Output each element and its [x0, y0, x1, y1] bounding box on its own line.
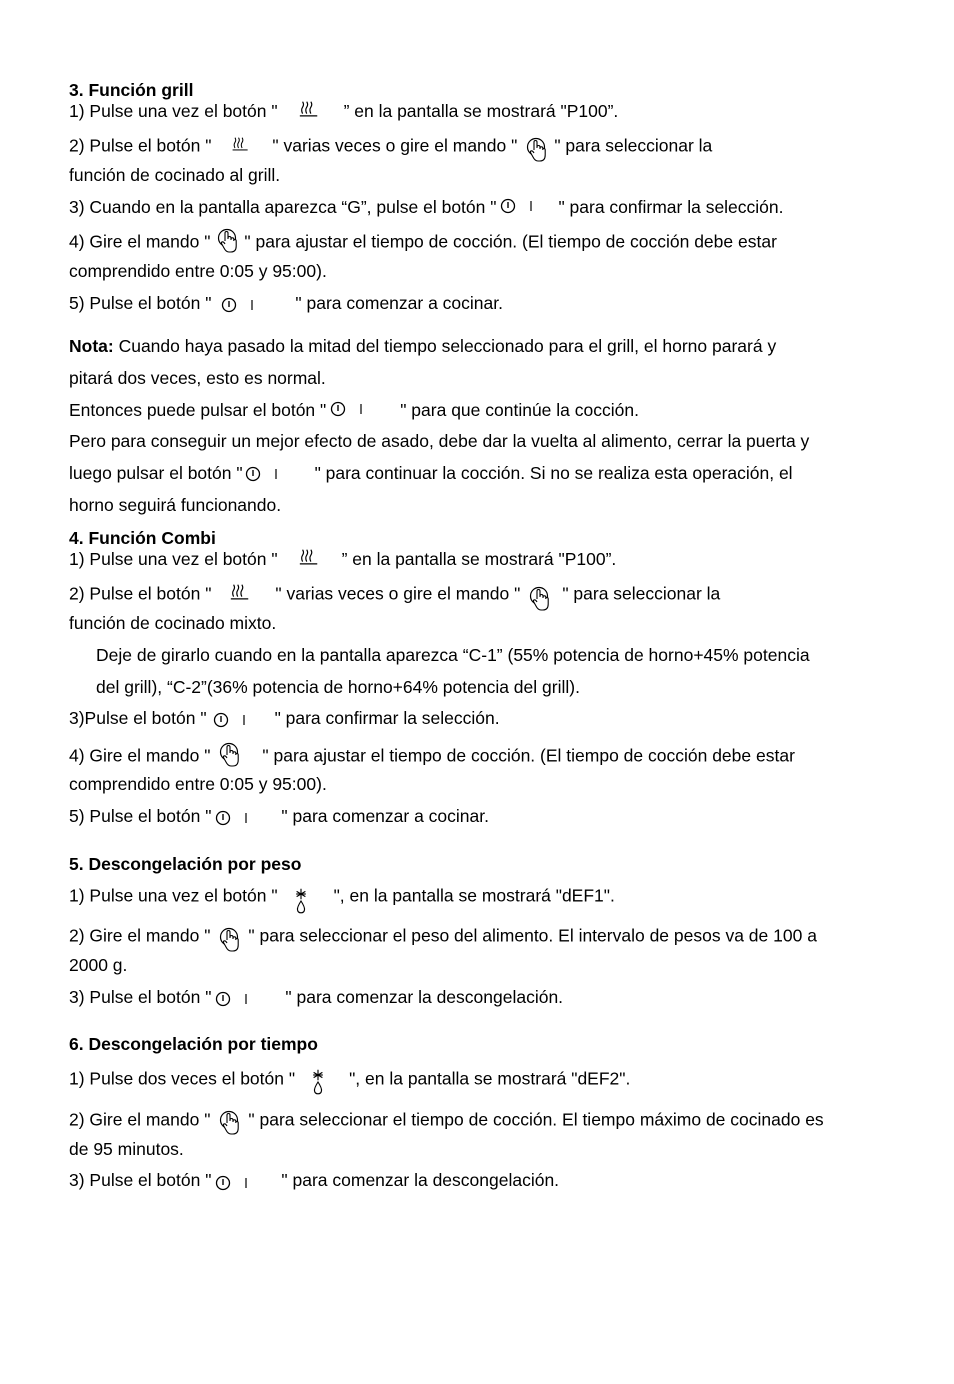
note-line-2: pitará dos veces, esto es normal. — [69, 368, 326, 388]
s4-step-3 — [69, 707, 500, 729]
text: " para continuar la cocción. Si no se realiza esta operación, el — [314, 463, 793, 483]
s5-step-1 — [69, 882, 615, 912]
text: Entonces puede pulsar el botón " — [69, 400, 327, 420]
start-icon — [500, 197, 540, 215]
s3-line-3: función de cocinado al grill. — [69, 165, 281, 185]
s4-step-4 — [69, 742, 795, 772]
text: 1) Pulse una vez el botón " — [69, 885, 278, 906]
text: 5) Pulse el botón " — [69, 293, 212, 313]
s4-line-4: Deje de girarlo cuando en la pantalla aparezca “C-1” (55% potencia de horno+45% potencia — [96, 645, 810, 665]
note-line-1 — [69, 335, 776, 357]
text: ", en la pantalla se mostrará "dEF1". — [333, 885, 615, 906]
note-line-4: Pero para conseguir un mejor efecto de asado, debe dar la vuelta al alimento, cerrar la puerta y — [69, 431, 810, 451]
section-6-heading: 6. Descongelación por tiempo — [69, 1034, 318, 1054]
s4-line-5: del grill), “C-2”(36% potencia de horno+64% potencia del grill). — [96, 677, 580, 697]
text: " para ajustar el tiempo de cocción. (El tiempo de cocción debe estar — [262, 745, 795, 766]
note-label: Nota: — [69, 336, 114, 356]
s3-step-4 — [69, 228, 777, 258]
note-line-5 — [69, 462, 793, 484]
grill-icon — [231, 135, 250, 153]
s6-step-1 — [69, 1065, 630, 1095]
s6-step-3 — [69, 1169, 559, 1191]
text: Cuando haya pasado la mitad del tiempo seleccionado para el grill, el horno parará y — [113, 336, 777, 356]
s5-line-3: 2000 g. — [69, 955, 128, 975]
s4-step-2 — [69, 580, 720, 610]
s6-line-3: de 95 minutos. — [69, 1139, 184, 1159]
s3-step-3 — [69, 196, 784, 218]
section-3-heading: 3. Función grill — [69, 80, 194, 100]
grill-icon — [298, 99, 320, 119]
knob-icon — [528, 584, 554, 614]
start-icon — [215, 1174, 255, 1192]
s3-line-6: comprendido entre 0:05 y 95:00). — [69, 261, 327, 281]
text: 3)Pulse el botón " — [69, 708, 207, 728]
start-icon — [221, 296, 261, 314]
text: " para ajustar el tiempo de cocción. (El tiempo de cocción debe estar — [244, 231, 777, 252]
text: 3) Pulse el botón " — [69, 987, 212, 1007]
text: " para seleccionar la — [554, 135, 713, 156]
grill-icon — [229, 582, 251, 602]
s4-step-5 — [69, 805, 489, 827]
text: " para seleccionar la — [562, 583, 721, 604]
text: " para seleccionar el peso del alimento. El intervalo de pesos va de 100 a — [248, 925, 817, 946]
text: " para comenzar la descongelación. — [285, 987, 564, 1007]
start-icon — [215, 990, 255, 1008]
s5-step-2 — [69, 922, 817, 952]
s4-step-1 — [69, 548, 616, 570]
s3-step-1 — [69, 100, 618, 122]
knob-icon — [218, 925, 244, 955]
defrost-icon — [311, 1067, 325, 1097]
note-line-3 — [69, 399, 639, 421]
text: 5) Pulse el botón " — [69, 806, 212, 826]
section-4-heading: 4. Función Combi — [69, 528, 216, 548]
start-icon — [330, 400, 370, 418]
s4-line-8: comprendido entre 0:05 y 95:00). — [69, 774, 327, 794]
text: " para confirmar la selección. — [558, 197, 784, 217]
text: " para que continúe la cocción. — [400, 400, 639, 420]
s3-step-5 — [69, 292, 503, 314]
text: ” en la pantalla se mostrará "P100”. — [341, 549, 617, 569]
start-icon — [215, 809, 255, 827]
start-icon — [213, 711, 253, 729]
knob-icon — [216, 226, 242, 256]
start-icon — [245, 465, 285, 483]
text: luego pulsar el botón " — [69, 463, 243, 483]
knob-icon — [218, 1108, 244, 1138]
text: " para comenzar a cocinar. — [281, 806, 489, 826]
s6-step-2 — [69, 1106, 824, 1136]
grill-icon — [298, 547, 320, 567]
section-5-heading: 5. Descongelación por peso — [69, 854, 302, 874]
s3-step-2 — [69, 132, 712, 162]
text: ” en la pantalla se mostrará "P100”. — [343, 101, 619, 121]
text: 2) Gire el mando " — [69, 1109, 211, 1130]
text: " para comenzar a cocinar. — [295, 293, 503, 313]
s4-line-3: función de cocinado mixto. — [69, 613, 277, 633]
defrost-icon — [294, 886, 308, 916]
text: 3) Pulse el botón " — [69, 1170, 212, 1190]
text: " varias veces o gire el mando " — [272, 135, 518, 156]
text: ", en la pantalla se mostrará "dEF2". — [349, 1068, 631, 1089]
text: " para seleccionar el tiempo de cocción. El tiempo máximo de cocinado es — [248, 1109, 824, 1130]
s5-step-3 — [69, 986, 563, 1008]
text: 3) Cuando en la pantalla aparezca “G”, pulse el botón " — [69, 197, 497, 217]
text: 1) Pulse una vez el botón " — [69, 549, 278, 569]
text: " varias veces o gire el mando " — [275, 583, 521, 604]
text: " para comenzar la descongelación. — [281, 1170, 560, 1190]
note-line-6: horno seguirá funcionando. — [69, 495, 282, 515]
knob-icon — [218, 740, 244, 770]
text: 2) Gire el mando " — [69, 925, 211, 946]
text: 2) Pulse el botón " — [69, 135, 212, 156]
knob-icon — [525, 135, 551, 165]
text: 1) Pulse una vez el botón " — [69, 101, 278, 121]
text: 2) Pulse el botón " — [69, 583, 212, 604]
text: 4) Gire el mando " — [69, 745, 211, 766]
text: " para confirmar la selección. — [274, 708, 500, 728]
text: 4) Gire el mando " — [69, 231, 211, 252]
text: 1) Pulse dos veces el botón " — [69, 1068, 296, 1089]
